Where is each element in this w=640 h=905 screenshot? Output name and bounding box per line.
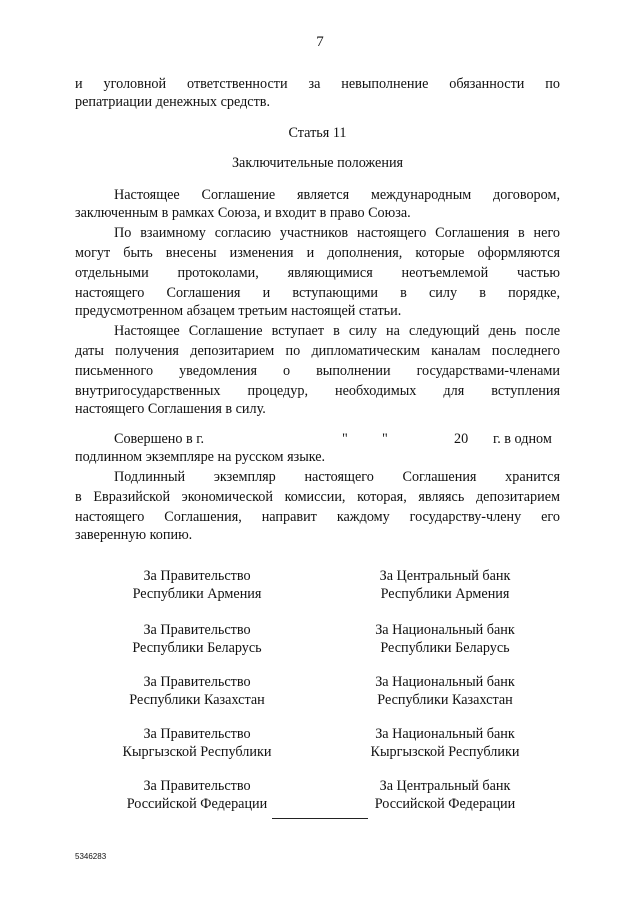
intro-line-1: и уголовной ответственности за невыполнение обязанности по (75, 76, 560, 92)
signature-party: Республики Казахстан (129, 692, 265, 708)
year-prefix: 20 (454, 431, 469, 447)
article-title: Заключительные положения (231, 155, 404, 171)
p2-line-4: настоящего Соглашения и вступающими в силу в порядке, (75, 285, 560, 301)
p3-line-5: настоящего Соглашения в силу. (75, 401, 266, 417)
p4-line-4: заверенную копию. (75, 527, 193, 543)
signature-party: Республики Армения (380, 586, 510, 602)
signing-suffix: г. в одном (493, 431, 552, 447)
intro-line-2: репатриации денежных средств. (75, 94, 271, 110)
signature-party: Республики Казахстан (377, 692, 513, 708)
closing-rule (272, 818, 368, 819)
signature-party: Российской Федерации (374, 796, 516, 812)
p2-line-5: предусмотренном абзацем третьим настоящей статьи. (75, 303, 402, 319)
page-number: 7 (316, 34, 324, 50)
p1-line-2: заключенным в рамках Союза, и входит в право Союза. (75, 205, 411, 221)
signing-line-2: подлинном экземпляре на русском языке. (75, 449, 326, 465)
signature-label: За Правительство (143, 622, 251, 638)
p2-line-2: могут быть внесены изменения и дополнения, которые оформляются (75, 245, 560, 261)
signature-label: За Центральный банк (379, 778, 511, 794)
signature-right-belarus (330, 621, 560, 657)
p4-line-2: в Евразийской экономической комиссии, которая, являясь депозитарием (75, 489, 560, 505)
signature-right-kazakhstan (330, 673, 560, 709)
p3-line-3: письменного уведомления о выполнении государствами-членами (75, 363, 560, 379)
signature-label: За Национальный банк (375, 726, 515, 742)
signature-left-russia (82, 777, 312, 813)
p2-line-3: отдельными протоколами, являющимися неотъемлемой частью (75, 265, 560, 281)
p1-line-1: Настоящее Соглашение является международным договором, (114, 187, 560, 203)
p4-line-1: Подлинный экземпляр настоящего Соглашения хранится (114, 469, 560, 485)
signature-left-armenia (82, 567, 312, 603)
signature-right-kyrgyzstan (330, 725, 560, 761)
signature-right-armenia (330, 567, 560, 603)
signature-left-kyrgyzstan (82, 725, 312, 761)
article-number: Статья 11 (288, 125, 347, 141)
signature-left-belarus (82, 621, 312, 657)
signature-label: За Национальный банк (375, 674, 515, 690)
signature-party: Республики Беларусь (132, 640, 262, 656)
p3-line-1: Настоящее Соглашение вступает в силу на следующий день после (114, 323, 560, 339)
document-id: 5346283 (75, 852, 107, 861)
p4-line-3: настоящего Соглашения, направит каждому государству-члену его (75, 509, 560, 525)
signature-party: Республики Армения (132, 586, 262, 602)
signature-label: За Национальный банк (375, 622, 515, 638)
signing-prefix: Совершено в г. (114, 431, 205, 447)
signature-party: Республики Беларусь (380, 640, 510, 656)
signature-right-russia (330, 777, 560, 813)
signature-left-kazakhstan (82, 673, 312, 709)
signature-party: Кыргызской Республики (370, 744, 520, 760)
p3-line-4: внутригосударственных процедур, необходимых для вступления (75, 383, 560, 399)
signature-label: За Правительство (143, 568, 251, 584)
signature-label: За Правительство (143, 778, 251, 794)
date-quote-open: " (342, 431, 348, 447)
p3-line-2: даты получения депозитарием по дипломатическим каналам последнего (75, 343, 560, 359)
p2-line-1: По взаимному согласию участников настоящего Соглашения в него (114, 225, 560, 241)
signing-place-date-line (114, 430, 560, 448)
signature-label: За Центральный банк (379, 568, 511, 584)
signature-label: За Правительство (143, 674, 251, 690)
signature-party: Российской Федерации (126, 796, 268, 812)
date-quote-close: " (382, 431, 388, 447)
signature-label: За Правительство (143, 726, 251, 742)
signature-party: Кыргызской Республики (122, 744, 272, 760)
